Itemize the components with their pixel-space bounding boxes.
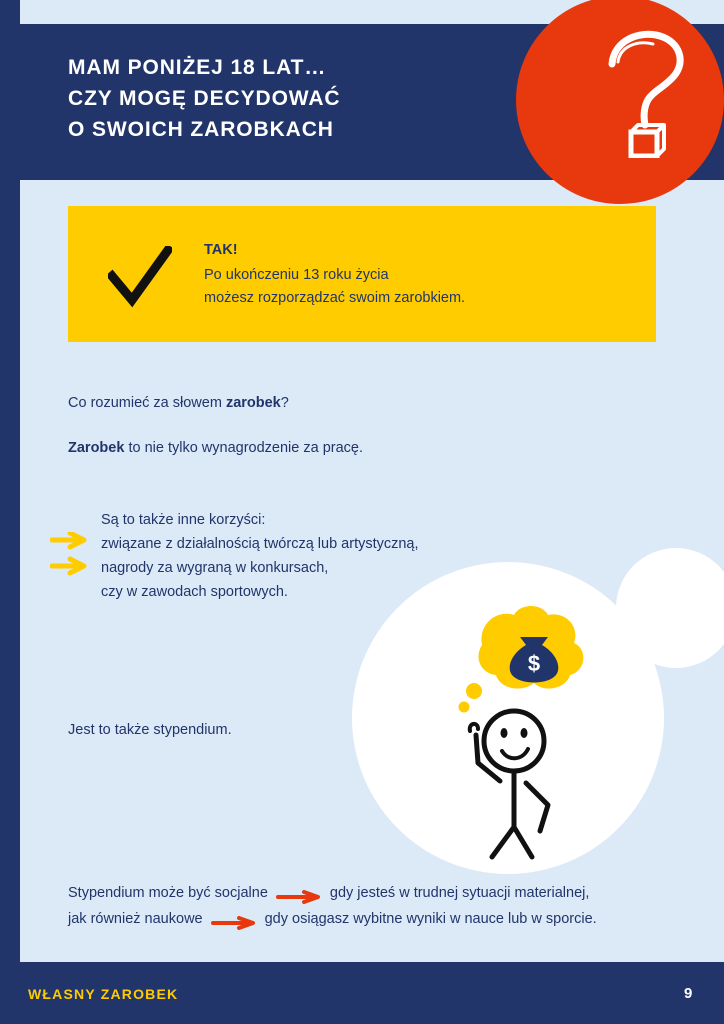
- answer-label: TAK!: [204, 242, 238, 258]
- page-title-line-2: CZY MOGĘ DECYDOWAĆ: [68, 87, 341, 110]
- list-item: związane z działalnością twórczą lub artystyczną,: [101, 536, 419, 552]
- footer-gap: [20, 940, 724, 962]
- answer-body-line-2: możesz rozporządzać swoim zarobkiem.: [204, 290, 466, 306]
- answer-body-line-1: Po ukończeniu 13 roku życia: [204, 267, 389, 283]
- scholarship-academic-label: jak również naukowe: [68, 911, 203, 927]
- left-spine-bar: [0, 0, 20, 1024]
- scholarship-social-description: gdy jesteś w trudnej sytuacji materialnej,: [329, 885, 590, 901]
- scholarship-types: [68, 880, 597, 932]
- answer-body: [204, 264, 465, 310]
- question-paragraph: [68, 395, 289, 411]
- checkmark-icon: [108, 246, 172, 310]
- page-title-line-1: MAM PONIŻEJ 18 LAT…: [68, 56, 327, 79]
- decorative-circle-small: [616, 548, 724, 668]
- scholarship-social-label: Stypendium może być socjalne: [68, 885, 268, 901]
- benefits-list-intro: Są to także inne korzyści:: [101, 512, 266, 528]
- question-mark-icon: [598, 28, 688, 158]
- statement-paragraph: [68, 440, 363, 456]
- red-arrow-icon: [211, 913, 257, 927]
- scholarship-note: Jest to także stypendium.: [68, 722, 232, 738]
- list-item: nagrody za wygraną w konkursach,: [101, 560, 329, 576]
- svg-text:$: $: [527, 651, 541, 676]
- scholarship-academic-description: gdy osiągasz wybitne wyniki w nauce lub w sporcie.: [264, 911, 597, 927]
- statement-rest: to nie tylko wynagrodzenie za pracę.: [124, 440, 363, 456]
- page-title-line-3: O SWOICH ZAROBKACH: [68, 118, 334, 141]
- question-paragraph-suffix: ?: [280, 395, 289, 411]
- question-paragraph-keyword: zarobek: [225, 395, 281, 411]
- red-arrow-icon: [276, 887, 322, 901]
- footer-section-title: WŁASNY ZAROBEK: [28, 986, 179, 1002]
- footer-page-number: 9: [684, 985, 693, 1002]
- stick-figure-with-money-bag-thought-icon: [420, 595, 610, 860]
- page-title: [68, 52, 538, 145]
- scholarship-type-row-academic: [68, 906, 597, 932]
- footer-page-tab: [418, 962, 724, 1024]
- list-item: czy w zawodach sportowych.: [101, 584, 288, 600]
- question-paragraph-prefix: Co rozumieć za słowem: [68, 395, 226, 411]
- scholarship-type-row-social: [68, 880, 597, 906]
- benefits-list: [101, 508, 419, 604]
- statement-keyword: Zarobek: [68, 440, 125, 456]
- yellow-arrow-icons: [50, 532, 94, 578]
